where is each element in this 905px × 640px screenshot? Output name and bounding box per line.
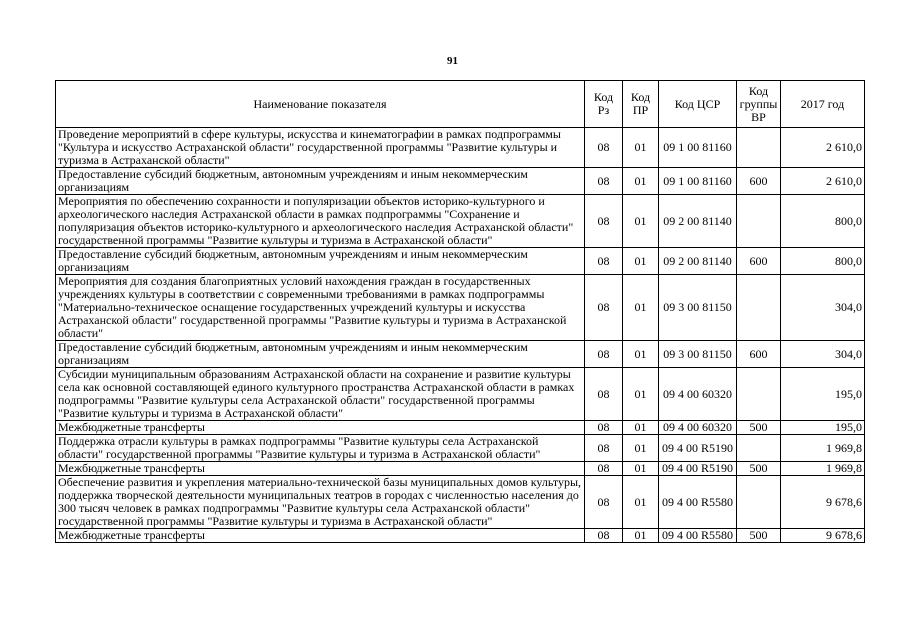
header-year: 2017 год (781, 81, 865, 128)
row-vr-cell (737, 195, 781, 248)
table-row (56, 195, 865, 248)
row-name-cell: Межбюджетные трансферты (56, 421, 585, 435)
row-name-cell: Мероприятия по обеспечению сохранности и популяризации объектов историко-культурного и археологического наследия Астраханской области в рамках подпрограммы "Сохранение и популяризация объектов историко-культурного и археологического наследия Астраханской области" государственной программы "Развитие культуры и туризма в Астраханской области" (56, 195, 585, 248)
row-csr-cell: 09 4 00 R5580 (659, 476, 737, 529)
row-name-cell: Поддержка отрасли культуры в рамках подпрограммы "Развитие культуры села Астраханской области" государственной программы "Развитие культуры и туризма в Астраханской области" (56, 435, 585, 462)
table-row (56, 529, 865, 543)
table-row (56, 462, 865, 476)
row-name-cell: Межбюджетные трансферты (56, 462, 585, 476)
row-csr-cell: 09 3 00 81150 (659, 341, 737, 368)
row-rz-cell: 08 (585, 168, 623, 195)
row-name-cell: Предоставление субсидий бюджетным, автономным учреждениям и иным некоммерческим организациям (56, 168, 585, 195)
row-pr-cell: 01 (623, 462, 659, 476)
row-vr-cell: 600 (737, 341, 781, 368)
row-rz-cell: 08 (585, 529, 623, 543)
row-csr-cell: 09 4 00 60320 (659, 368, 737, 421)
row-pr-cell: 01 (623, 248, 659, 275)
table-row (56, 368, 865, 421)
row-rz-cell: 08 (585, 421, 623, 435)
header-vr: Код группы ВР (737, 81, 781, 128)
row-pr-cell: 01 (623, 275, 659, 341)
row-amount-cell: 304,0 (781, 275, 865, 341)
row-name-cell: Субсидии муниципальным образованиям Астраханской области на сохранение и развитие культуры села как основной составляющей единого культурного пространства Астраханской области в рамках подпрограммы "Развитие культуры села Астраханской области" государственной программы "Развитие культуры и туризма в Астраханской области" (56, 368, 585, 421)
row-amount-cell: 800,0 (781, 248, 865, 275)
row-csr-cell: 09 4 00 R5190 (659, 435, 737, 462)
row-vr-cell: 500 (737, 529, 781, 543)
row-rz-cell: 08 (585, 195, 623, 248)
header-pr: Код ПР (623, 81, 659, 128)
table-row (56, 476, 865, 529)
row-amount-cell: 9 678,6 (781, 476, 865, 529)
row-name-cell: Мероприятия для создания благоприятных условий нахождения граждан в государственных учреждениях культуры в соответствии с современными требованиями в рамках подпрограммы "Материально-техническое оснащение государственных учреждений культуры и искусства Астраханской области" государственной программы "Развитие культуры и туризма в Астраханской области" (56, 275, 585, 341)
table-row (56, 275, 865, 341)
row-name-cell: Проведение мероприятий в сфере культуры, искусства и кинематографии в рамках подпрограммы "Культура и искусство Астраханской области" государственной программы "Развитие культуры и туризма в Астраханской области" (56, 128, 585, 168)
table-row (56, 168, 865, 195)
table-row (56, 421, 865, 435)
row-rz-cell: 08 (585, 128, 623, 168)
row-vr-cell (737, 368, 781, 421)
row-csr-cell: 09 4 00 R5190 (659, 462, 737, 476)
row-amount-cell: 195,0 (781, 368, 865, 421)
row-pr-cell: 01 (623, 421, 659, 435)
row-csr-cell: 09 2 00 81140 (659, 248, 737, 275)
row-rz-cell: 08 (585, 368, 623, 421)
row-csr-cell: 09 3 00 81150 (659, 275, 737, 341)
row-vr-cell: 500 (737, 462, 781, 476)
row-name-cell: Предоставление субсидий бюджетным, автономным учреждениям и иным некоммерческим организациям (56, 248, 585, 275)
row-rz-cell: 08 (585, 341, 623, 368)
row-csr-cell: 09 1 00 81160 (659, 128, 737, 168)
row-name-cell: Межбюджетные трансферты (56, 529, 585, 543)
table-row (56, 341, 865, 368)
row-vr-cell: 500 (737, 421, 781, 435)
row-csr-cell: 09 2 00 81140 (659, 195, 737, 248)
row-amount-cell: 800,0 (781, 195, 865, 248)
row-amount-cell: 2 610,0 (781, 128, 865, 168)
row-csr-cell: 09 1 00 81160 (659, 168, 737, 195)
row-amount-cell: 2 610,0 (781, 168, 865, 195)
table-row (56, 248, 865, 275)
row-amount-cell: 1 969,8 (781, 435, 865, 462)
row-rz-cell: 08 (585, 462, 623, 476)
row-rz-cell: 08 (585, 435, 623, 462)
header-name: Наименование показателя (56, 81, 585, 128)
row-pr-cell: 01 (623, 529, 659, 543)
budget-table (55, 80, 865, 543)
row-pr-cell: 01 (623, 435, 659, 462)
row-pr-cell: 01 (623, 168, 659, 195)
row-vr-cell (737, 435, 781, 462)
row-vr-cell (737, 128, 781, 168)
row-vr-cell (737, 476, 781, 529)
row-rz-cell: 08 (585, 275, 623, 341)
row-amount-cell: 9 678,6 (781, 529, 865, 543)
header-csr: Код ЦСР (659, 81, 737, 128)
row-pr-cell: 01 (623, 195, 659, 248)
row-amount-cell: 1 969,8 (781, 462, 865, 476)
row-rz-cell: 08 (585, 476, 623, 529)
row-amount-cell: 304,0 (781, 341, 865, 368)
row-name-cell: Предоставление субсидий бюджетным, автономным учреждениям и иным некоммерческим организациям (56, 341, 585, 368)
row-name-cell: Обеспечение развития и укрепления материально-технической базы муниципальных домов культуры, поддержка творческой деятельности муниципальных театров в городах с численностью населения до 300 тысяч человек в рамках подпрограммы "Развитие культуры села Астраханской области" государственной программы "Развитие культуры и туризма в Астраханской области" (56, 476, 585, 529)
row-pr-cell: 01 (623, 476, 659, 529)
row-vr-cell: 600 (737, 248, 781, 275)
row-amount-cell: 195,0 (781, 421, 865, 435)
row-pr-cell: 01 (623, 368, 659, 421)
row-csr-cell: 09 4 00 R5580 (659, 529, 737, 543)
row-vr-cell (737, 275, 781, 341)
row-rz-cell: 08 (585, 248, 623, 275)
table-header-row (56, 81, 865, 128)
row-pr-cell: 01 (623, 128, 659, 168)
table-row (56, 435, 865, 462)
row-vr-cell: 600 (737, 168, 781, 195)
row-csr-cell: 09 4 00 60320 (659, 421, 737, 435)
header-rz: Код Рз (585, 81, 623, 128)
row-pr-cell: 01 (623, 341, 659, 368)
table-row (56, 128, 865, 168)
page-number: 91 (447, 55, 458, 67)
